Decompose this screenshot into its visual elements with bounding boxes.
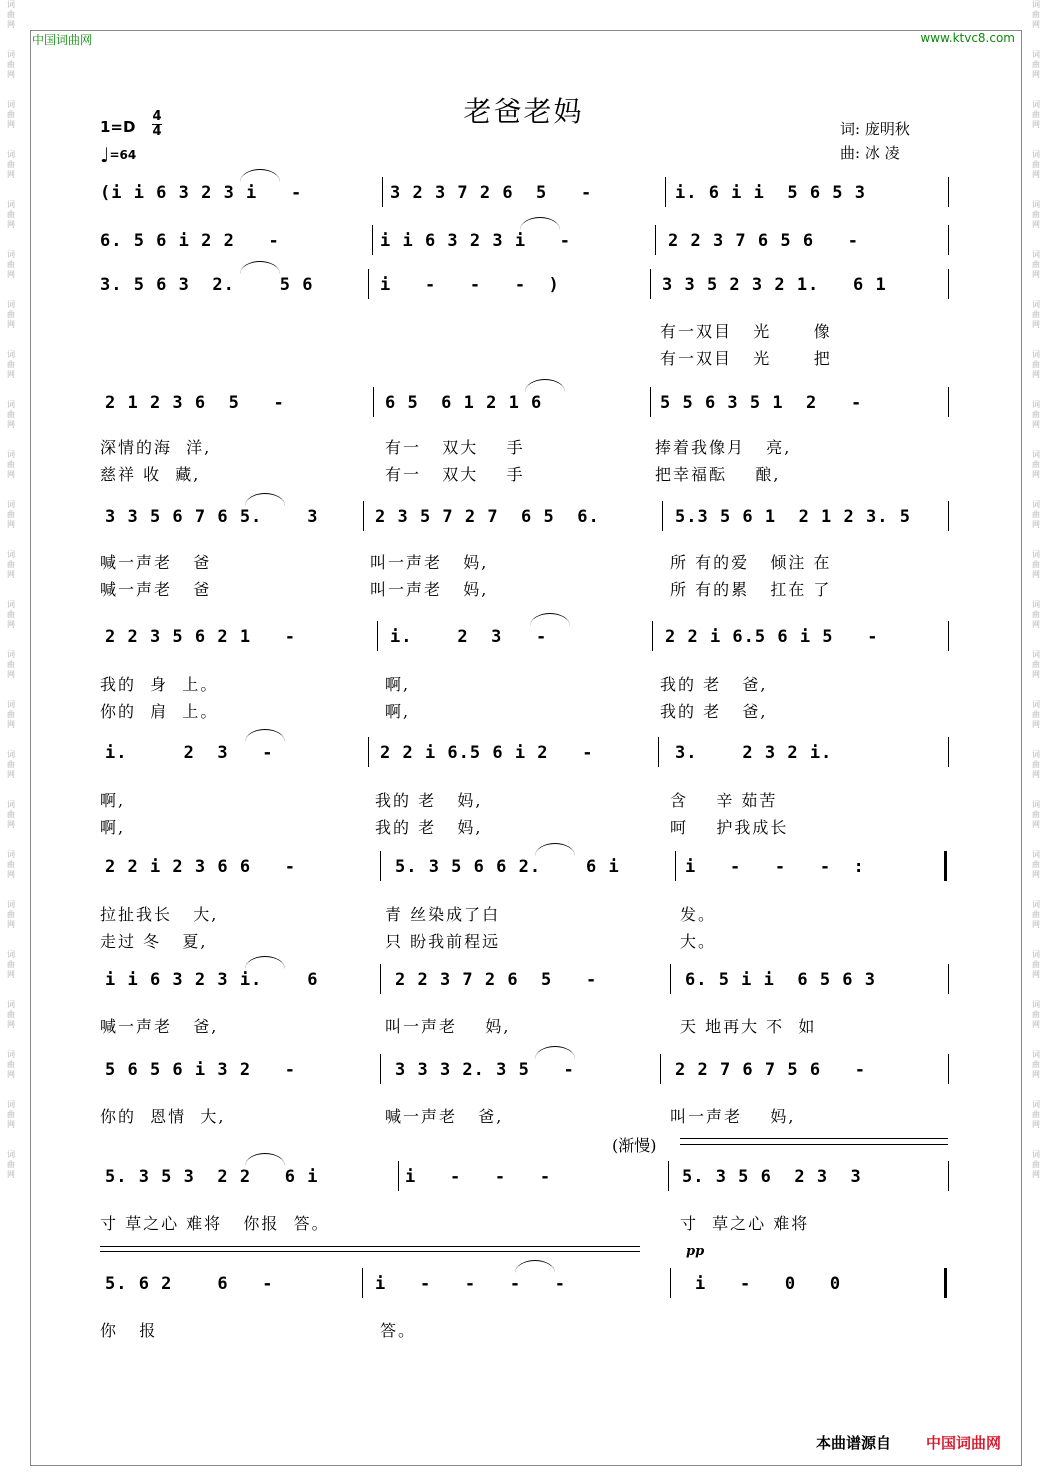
measure: i. 2 3 - bbox=[390, 627, 548, 647]
lyric-line: 答。 bbox=[380, 1321, 417, 1340]
lyric-line: 只 盼我前程远 bbox=[385, 932, 501, 951]
lyric-line: 啊, bbox=[385, 675, 411, 694]
measure: 2 2 3 7 2 6 5 - bbox=[395, 970, 598, 990]
measure: 5. 3 5 6 6 2. 6 i bbox=[395, 857, 620, 877]
barline bbox=[948, 387, 949, 417]
site-name-left[interactable]: 中国词曲网 bbox=[32, 33, 93, 47]
lyric-line: 你 报 bbox=[100, 1321, 158, 1340]
quarter-note-icon: ♩ bbox=[100, 143, 110, 167]
lyric-line: 拉扯我长 大, bbox=[100, 905, 219, 924]
barline bbox=[380, 851, 381, 881]
measure: i - - - bbox=[405, 1167, 552, 1187]
measure: 3 3 5 2 3 2 1. 6 1 bbox=[662, 275, 887, 295]
lyric-line: 把幸福酝 酿, bbox=[655, 465, 781, 484]
measure: 5 6 5 6 i 3 2 - bbox=[105, 1060, 296, 1080]
lyric-line: 有一 双大 手 bbox=[385, 465, 525, 484]
lyric-line: 你的 恩情 大, bbox=[100, 1107, 226, 1126]
lyric-line: 我的 老 妈, bbox=[375, 818, 483, 837]
lyric-line: 有一 双大 手 bbox=[385, 438, 525, 457]
barline bbox=[650, 269, 651, 299]
measure: 2 2 3 7 6 5 6 - bbox=[668, 231, 859, 251]
barline bbox=[675, 851, 676, 881]
barline bbox=[948, 269, 949, 299]
barline bbox=[948, 1161, 949, 1191]
measure: i - - - ) bbox=[380, 275, 560, 295]
barline bbox=[368, 269, 369, 299]
measure: 2 2 3 5 6 2 1 - bbox=[105, 627, 296, 647]
barline bbox=[372, 225, 373, 255]
lyric-line: 我的 老 妈, bbox=[375, 791, 483, 810]
barline bbox=[398, 1161, 399, 1191]
barline bbox=[382, 177, 383, 207]
lyric-line: 叫一声老 妈, bbox=[370, 580, 489, 599]
lyric-line: 发。 bbox=[680, 905, 717, 924]
lyric-line: 叫一声老 妈, bbox=[370, 553, 489, 572]
measure: i. 6 i i 5 6 5 3 bbox=[675, 183, 866, 203]
lyric-line: 喊一声老 爸 bbox=[100, 580, 212, 599]
measure: 2 2 i 6.5 6 i 5 - bbox=[665, 627, 879, 647]
measure: i i 6 3 2 3 i - bbox=[380, 231, 571, 251]
barline bbox=[662, 501, 663, 531]
footer-source-label: 本曲谱源自 bbox=[816, 1434, 892, 1452]
measure: 5. 3 5 3 2 2 6 i bbox=[105, 1167, 319, 1187]
left-watermark-strip: 词 曲 网 词 曲 网 词 曲 网 词 曲 网 词 曲 网 词 曲 网 词 曲 网 词 曲 网 词 曲 网 词 曲 网 词 曲 网 词 曲 网 词 曲 网 词 曲 网 词 曲 网 词 曲 网 词 曲 网 词 曲 网 词 曲 网 词 曲 网 词 曲 网 词 曲 网 词 曲 网 词 曲 网 bbox=[7, 0, 15, 1179]
lyric-line: 叫一声老 妈, bbox=[670, 1107, 796, 1126]
barline bbox=[944, 1268, 947, 1298]
measure: 3. 5 6 3 2. 5 6 bbox=[100, 275, 314, 295]
lyric-line: 喊一声老 爸, bbox=[100, 1017, 219, 1036]
measure: 3 3 5 6 7 6 5. 3 bbox=[105, 507, 319, 527]
footer-brand-link[interactable]: 中国词曲网 bbox=[926, 1434, 1002, 1452]
measure: 2 2 i 2 3 6 6 - bbox=[105, 857, 296, 877]
barline bbox=[670, 1268, 671, 1298]
lyric-line: 有一双目 光 像 bbox=[660, 322, 832, 341]
measure: 2 3 5 7 2 7 6 5 6. bbox=[375, 507, 600, 527]
credits bbox=[840, 117, 910, 165]
lyric-line: 呵 护我成长 bbox=[670, 818, 789, 837]
lyric-line: 所 有的爱 倾注 在 bbox=[670, 553, 832, 572]
barline bbox=[948, 177, 949, 207]
lyric-line: 我的 身 上。 bbox=[100, 675, 219, 694]
tempo-value: =64 bbox=[109, 148, 137, 162]
measure: 6 5 6 1 2 1 6 bbox=[385, 393, 543, 413]
site-url-right[interactable]: www.ktvc8.com bbox=[920, 31, 1015, 45]
barline bbox=[668, 1161, 669, 1191]
measure: 6. 5 6 i 2 2 - bbox=[100, 231, 280, 251]
measure: 3 3 3 2. 3 5 - bbox=[395, 1060, 575, 1080]
time-signature-bottom: 4 bbox=[152, 124, 162, 139]
measure: 5.3 5 6 1 2 1 2 3. 5 bbox=[675, 507, 911, 527]
barline bbox=[650, 387, 651, 417]
pianissimo-marking: pp bbox=[686, 1244, 705, 1259]
barline bbox=[948, 501, 949, 531]
right-watermark-strip: 词 曲 网 词 曲 网 词 曲 网 词 曲 网 词 曲 网 词 曲 网 词 曲 网 词 曲 网 词 曲 网 词 曲 网 词 曲 网 词 曲 网 词 曲 网 词 曲 网 词 曲 网 词 曲 网 词 曲 网 词 曲 网 词 曲 网 词 曲 网 词 曲 网 词 曲 网 词 曲 网 词 曲 网 bbox=[1032, 0, 1040, 1179]
measure: i - - - - bbox=[375, 1274, 566, 1294]
barline bbox=[655, 225, 656, 255]
time-signature bbox=[152, 110, 162, 139]
tempo-marking bbox=[100, 143, 136, 167]
time-signature-top: 4 bbox=[152, 109, 162, 124]
measure: 3. 2 3 2 i. bbox=[675, 743, 833, 763]
measure: i - 0 0 bbox=[695, 1274, 842, 1294]
barline bbox=[652, 621, 653, 651]
lyric-line: 有一双目 光 把 bbox=[660, 349, 832, 368]
barline bbox=[660, 1054, 661, 1084]
barline bbox=[944, 851, 947, 881]
lyric-line: 寸 草之心 难将 bbox=[680, 1214, 810, 1233]
measure: 5. 3 5 6 2 3 3 bbox=[682, 1167, 862, 1187]
measure: i. 2 3 - bbox=[105, 743, 274, 763]
lyric-line: 你的 肩 上。 bbox=[100, 702, 219, 721]
measure: 2 1 2 3 6 5 - bbox=[105, 393, 285, 413]
barline bbox=[948, 964, 949, 994]
lyric-line: 叫一声老 妈, bbox=[385, 1017, 511, 1036]
barline bbox=[363, 501, 364, 531]
lyric-line: 我的 老 爸, bbox=[660, 702, 768, 721]
barline bbox=[377, 621, 378, 651]
measure: 5 5 6 3 5 1 2 - bbox=[660, 393, 863, 413]
barline bbox=[665, 177, 666, 207]
measure: 5. 6 2 6 - bbox=[105, 1274, 274, 1294]
barline bbox=[670, 964, 671, 994]
barline bbox=[948, 225, 949, 255]
barline bbox=[368, 737, 369, 767]
lyric-line: 我的 老 爸, bbox=[660, 675, 768, 694]
barline bbox=[362, 1268, 363, 1298]
barline bbox=[948, 621, 949, 651]
measure: (i i 6 3 2 3 i - bbox=[100, 183, 303, 203]
barline bbox=[373, 387, 374, 417]
key-signature: 1=D bbox=[100, 118, 136, 136]
lyric-line: 寸 草之心 难将 你报 答。 bbox=[100, 1214, 330, 1233]
measure: i i 6 3 2 3 i. 6 bbox=[105, 970, 319, 990]
measure: 2 2 i 6.5 6 i 2 - bbox=[380, 743, 594, 763]
lyric-line: 深情的海 洋, bbox=[100, 438, 212, 457]
lyric-line: 天 地再大 不 如 bbox=[680, 1017, 817, 1036]
measure: 2 2 7 6 7 5 6 - bbox=[675, 1060, 866, 1080]
lyric-line: 所 有的累 扛在 了 bbox=[670, 580, 832, 599]
composer: 曲: 冰 凌 bbox=[840, 144, 900, 162]
barline bbox=[948, 737, 949, 767]
barline bbox=[380, 1054, 381, 1084]
measure: 6. 5 i i 6 5 6 3 bbox=[685, 970, 876, 990]
ritardando-marking: (渐慢) bbox=[612, 1136, 657, 1155]
lyric-line: 含 辛 茹苦 bbox=[670, 791, 778, 810]
lyric-line: 喊一声老 爸 bbox=[100, 553, 212, 572]
barline bbox=[948, 1054, 949, 1084]
song-title: 老爸老妈 bbox=[463, 95, 584, 128]
lyric-line: 喊一声老 爸, bbox=[385, 1107, 504, 1126]
lyric-line: 大。 bbox=[680, 932, 717, 951]
barline bbox=[380, 964, 381, 994]
measure: i - - - : bbox=[685, 857, 865, 877]
lyricist: 词: 庞明秋 bbox=[840, 120, 910, 138]
lyric-line: 啊, bbox=[100, 818, 126, 837]
lyric-line: 走过 冬 夏, bbox=[100, 932, 208, 951]
lyric-line: 青 丝染成了白 bbox=[385, 905, 501, 924]
lyric-line: 慈祥 收 藏, bbox=[100, 465, 201, 484]
lyric-line: 捧着我像月 亮, bbox=[655, 438, 792, 457]
lyric-line: 啊, bbox=[100, 791, 126, 810]
measure: 3 2 3 7 2 6 5 - bbox=[390, 183, 593, 203]
barline bbox=[658, 737, 659, 767]
lyric-line: 啊, bbox=[385, 702, 411, 721]
